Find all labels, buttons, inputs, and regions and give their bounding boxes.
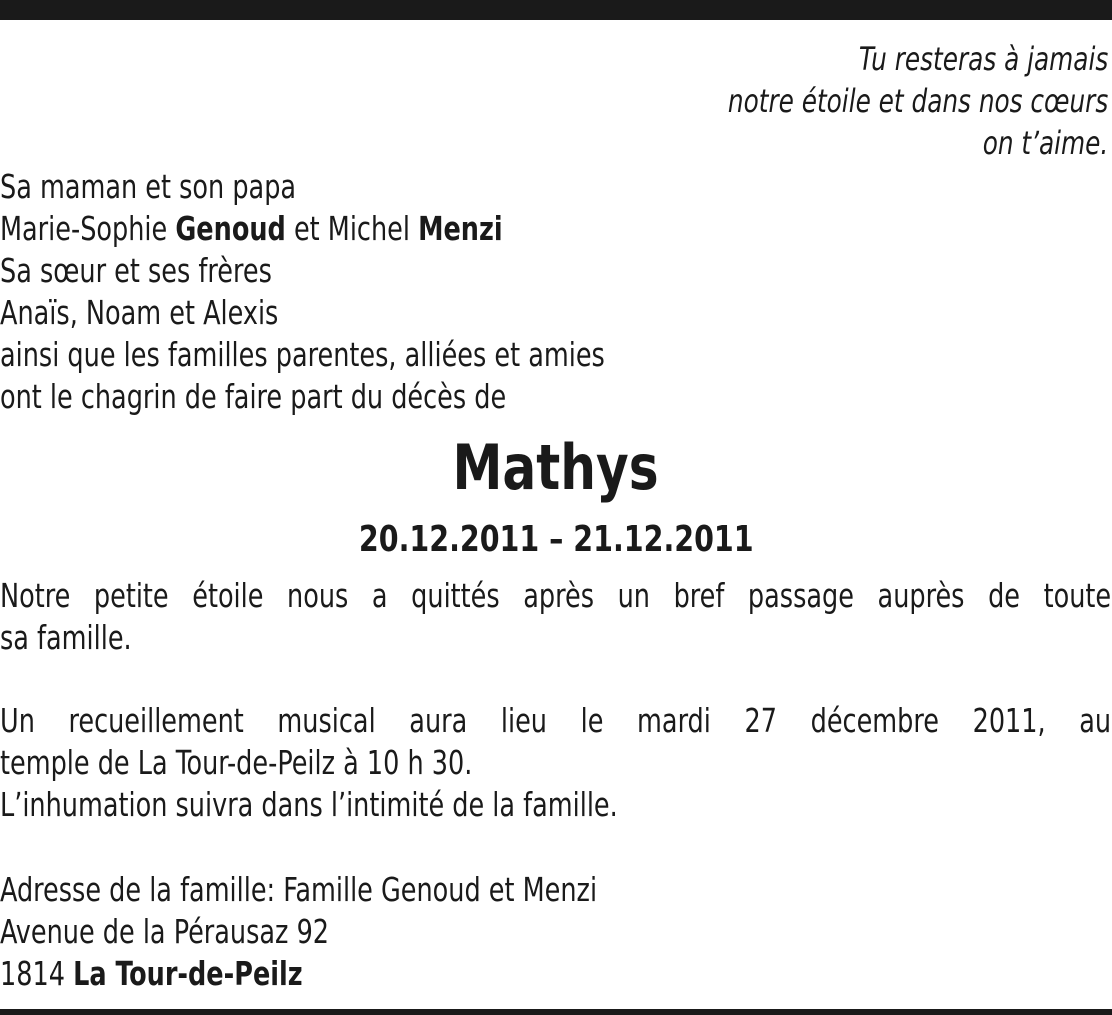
family-line: ainsi que les familles parentes, alliées et amies [0, 335, 605, 374]
epigraph [728, 38, 1108, 164]
conjunction: et [293, 209, 320, 248]
ceremony-paragraph [0, 700, 1111, 826]
message-line: Notre petite étoile nous a quittés après un bref passage auprès de toute [0, 576, 1112, 615]
deceased-name [0, 428, 1112, 508]
parents-line [0, 208, 605, 250]
postcode: 1814 [0, 954, 65, 993]
epigraph-line: notre étoile et dans nos cœurs [727, 82, 1108, 120]
parent2-first-name: Michel [327, 209, 410, 248]
family-announcement [0, 166, 605, 418]
family-line: Anaïs, Noam et Alexis [0, 293, 279, 332]
ceremony-line: L’inhumation suivra dans l’intimité de la famille. [0, 785, 618, 824]
family-line: Sa maman et son papa [0, 167, 297, 206]
epigraph-line: Tu resteras à jamais [858, 40, 1108, 78]
ceremony-line: temple de La Tour-de-Peilz à 10 h 30. [0, 743, 473, 782]
epigraph-line: on t’aime. [982, 124, 1108, 162]
family-address [0, 869, 597, 995]
message-line: sa famille. [0, 618, 132, 657]
parent1-last-name: Genoud [175, 209, 286, 248]
life-dates-text: 20.12.2011 – 21.12.2011 [358, 519, 754, 560]
bottom-rule [0, 1009, 1112, 1015]
city: La Tour-de-Peilz [73, 954, 303, 993]
address-city-line [0, 953, 597, 995]
deceased-name-text: Mathys [452, 431, 660, 504]
address-line: Adresse de la famille: Famille Genoud et Menzi [0, 870, 598, 909]
top-rule [0, 0, 1112, 20]
address-line: Avenue de la Pérausaz 92 [0, 912, 330, 951]
family-line: ont le chagrin de faire part du décès de [0, 377, 507, 416]
ceremony-line: Un recueillement musical aura lieu le mardi 27 décembre 2011, au [0, 701, 1112, 740]
parent2-last-name: Menzi [418, 209, 503, 248]
life-dates [0, 516, 1112, 564]
parent1-first-name: Marie-Sophie [0, 209, 168, 248]
message-paragraph [0, 575, 1111, 659]
family-line: Sa sœur et ses frères [0, 251, 272, 290]
